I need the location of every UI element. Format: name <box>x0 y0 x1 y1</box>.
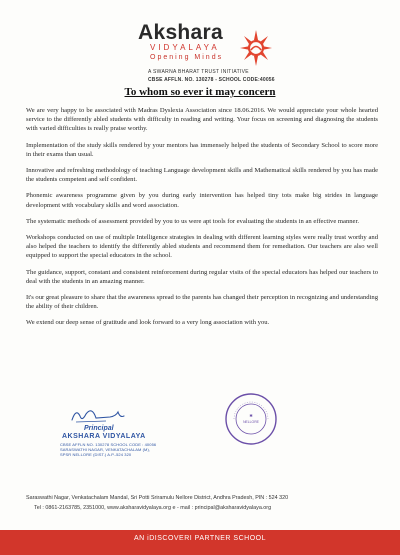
footer-contact: Tel : 0861-2163785, 2351000, www.aksharavidyalaya.org e - mail : principal@aksharavidyalaya.org <box>34 505 272 511</box>
paragraph: We extend our deep sense of gratitude and look forward to a very long association with you. <box>26 319 270 327</box>
paragraph: It's our great pleasure to share that the awareness spread to the parents has changed their perception in recognizing and understanding the ability of their children. <box>26 294 378 311</box>
paragraph: Phonemic awareness programme given by you during early intervention has helped tiny tots make big strides in language development with vocabulary skills and word association. <box>26 192 378 209</box>
handwritten-signature <box>66 404 128 426</box>
trust-line: A SWARNA BHARAT TRUST INITIATIVE <box>148 69 249 75</box>
affiliation-line: CBSE AFFLN. NO. 130278 - SCHOOL CODE:40056 <box>148 77 275 83</box>
stamp-line: SARASWATHI NAGAR, VENKATACHALAM (M), <box>60 447 151 452</box>
footer-address: Saraswathi Nagar, Venkatachalam Mandal, Sri Potti Sriramulu Nellore District, Andhra Pradesh, PIN : 524 320 <box>26 495 289 501</box>
paragraph: Innovative and refreshing methodology of teaching Language development skills and Mathematical skills rendered by you has made the students competent and self confident. <box>26 167 378 184</box>
letter-body <box>26 106 378 335</box>
partner-band <box>0 530 400 555</box>
paragraph: The systematic methods of assessment provided by you to us were apt tools for evaluating the students in an effective manner. <box>26 217 359 225</box>
logo-tagline: Opening Minds <box>150 54 224 61</box>
stamp-line: CBSE AFFLN NO. 130278 SCHOOL CODE : 40056 <box>60 442 157 447</box>
letter-heading: To whom so ever it may concern <box>124 86 276 98</box>
signature-school-name: AKSHARA VIDYALAYA <box>62 433 146 440</box>
sunburst-logo-icon <box>238 28 274 68</box>
paragraph: Implementation of the study skills rendered by your mentors has immensely helped the students of Secondary School to score more in their exams than usual. <box>26 141 378 158</box>
logo-name: Akshara <box>138 21 223 44</box>
school-seal <box>224 392 278 446</box>
logo-subtitle: VIDYALAYA <box>150 43 220 52</box>
svg-text:✱: ✱ <box>249 413 253 418</box>
paragraph: We are very happy to be associated with Madras Dyslexia Association since 18.06.2016. We would appreciate your whole hearted service to the differently abled students with difficulty in reading and writing. Your focus on screening and diagnosing the students with varied difficulties is really praise worthy. <box>26 107 378 133</box>
principal-title: Principal <box>84 425 114 432</box>
paragraph: Workshops conducted on use of multiple Intelligence strategies in dealing with different learning styles were really trust worthy and also helped the teachers to identify the differently abled students and recommend them for remediation. Our teachers are also well equipped to support the special educators in the school. <box>26 234 378 260</box>
paragraph: The guidance, support, constant and consistent reinforcement during regular visits of the special educators has helped our teachers to deal with the students in an amazing manner. <box>26 268 378 285</box>
partner-band-text: AN iDISCOVERI PARTNER SCHOOL <box>134 535 266 542</box>
svg-text:NELLORE: NELLORE <box>243 420 259 424</box>
stamp-line: SPSR NELLORE (DIST.) A.P.-524 320 <box>60 452 132 457</box>
